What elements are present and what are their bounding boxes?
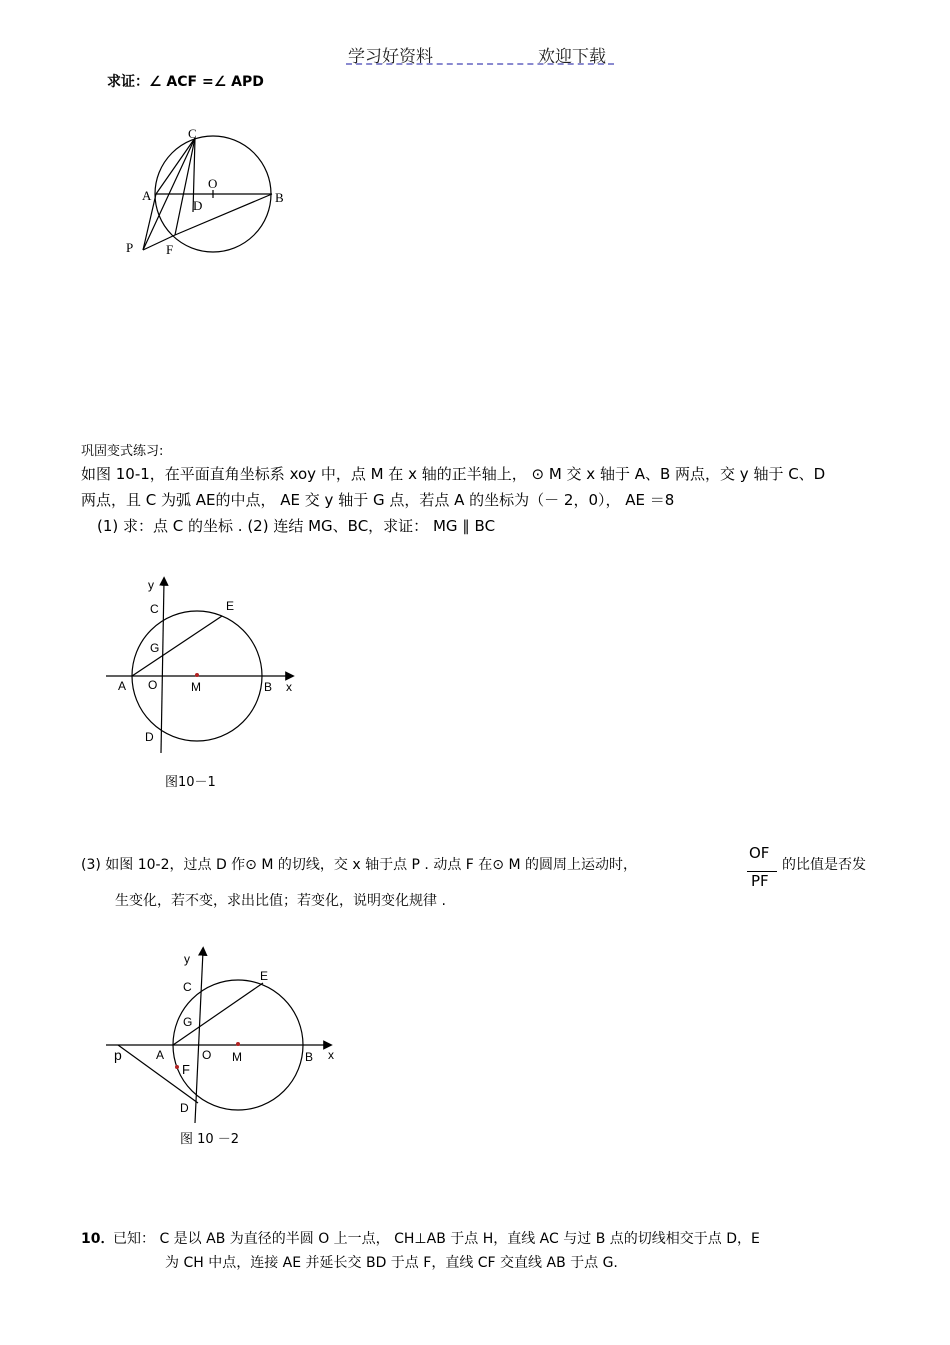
fig3-label-c: C — [183, 980, 192, 994]
problem-line-1: 如图 10-1，在平面直角坐标系 xoy 中，点 M 在 x 轴的正半轴上， ⊙ M 交 x 轴于 A、B 两点，交 y 轴于 C、D — [81, 465, 826, 483]
fig2-label-y: y — [148, 578, 154, 592]
fig1-label-a: A — [142, 188, 152, 203]
header-right: 欢迎下载 — [538, 47, 606, 67]
problem-line-2: 两点，且 C 为弧 AE的中点， AE 交 y 轴于 G 点，若点 A 的坐标为（－ 2，0）， AE ＝8 — [81, 491, 675, 509]
fig3-label-p: p — [114, 1047, 122, 1063]
fig3-label-b: B — [305, 1050, 314, 1064]
fig2-label-b: B — [264, 680, 273, 694]
fig2-label-e: E — [226, 599, 235, 613]
fig2-label-o: O — [148, 678, 158, 692]
fig1-label-f: F — [166, 242, 174, 257]
fig1-label-p: P — [126, 240, 134, 255]
fig3-label-o: O — [202, 1048, 212, 1062]
part3-line-2: 生变化，若不变，求出比值；若变化，说明变化规律 . — [115, 893, 446, 909]
fig1-label-b: B — [275, 190, 284, 205]
fig3-caption: 图 10 －2 — [180, 1132, 240, 1147]
fig2-label-a: A — [118, 679, 127, 693]
fig3-label-g: G — [183, 1015, 193, 1029]
fig3-label-d: D — [180, 1101, 189, 1115]
problem10-line-2: 为 CH 中点，连接 AE 并延长交 BD 于点 F，直线 CF 交直线 AB 于点 G. — [165, 1255, 618, 1271]
header-divider — [346, 63, 614, 65]
fig3-label-a: A — [156, 1048, 165, 1062]
fig3-center-point — [236, 1042, 240, 1046]
prove-statement: 求证：∠ ACF =∠ APD — [107, 74, 264, 90]
fig2-label-c: C — [150, 602, 159, 616]
fig1-label-c: C — [188, 126, 197, 141]
header-left: 学习好资料 — [348, 47, 433, 67]
fraction-denominator: PF — [751, 872, 769, 890]
fig3-point-f — [175, 1065, 179, 1069]
fig2-label-m: M — [191, 680, 201, 694]
fig3-label-m: M — [232, 1050, 242, 1064]
figure-10-2 — [100, 945, 345, 1130]
problem-line-3: (1) 求：点 C 的坐标 . (2) 连结 MG、BC，求证： MG ∥ BC — [97, 517, 496, 535]
problem10-line-1: 已知： C 是以 AB 为直径的半圆 O 上一点， CH⊥AB 于点 H，直线 AC 与过 B 点的切线相交于点 D，E — [113, 1231, 760, 1247]
figure-circle-proof — [120, 122, 295, 262]
fig2-chord-ae — [132, 616, 222, 676]
fig3-label-f: F — [182, 1062, 190, 1077]
part3-line-1-end: 的比值是否发 — [782, 857, 866, 873]
fig1-label-o: O — [208, 176, 218, 191]
fig3-label-y: y — [184, 952, 190, 966]
fig1-line-fb — [175, 194, 272, 235]
section-title: 巩固变式练习: — [81, 444, 164, 459]
fig1-label-d: D — [193, 198, 203, 213]
part3-line-1: (3) 如图 10-2，过点 D 作⊙ M 的切线，交 x 轴于点 P . 动点 F 在⊙ M 的圆周上运动时， — [81, 857, 637, 873]
fraction-numerator: OF — [749, 844, 770, 862]
fig2-label-g: G — [150, 641, 160, 655]
fig2-caption: 图10－1 — [165, 775, 216, 790]
fig2-y-axis — [161, 581, 164, 753]
figure-10-1 — [100, 575, 310, 760]
fig2-center-point — [195, 673, 199, 677]
fig3-label-e: E — [260, 969, 269, 983]
fig3-label-x: x — [328, 1048, 334, 1062]
fig2-label-d: D — [145, 730, 154, 744]
fig2-label-x: x — [286, 680, 292, 694]
problem10-number: 10． — [81, 1231, 115, 1247]
